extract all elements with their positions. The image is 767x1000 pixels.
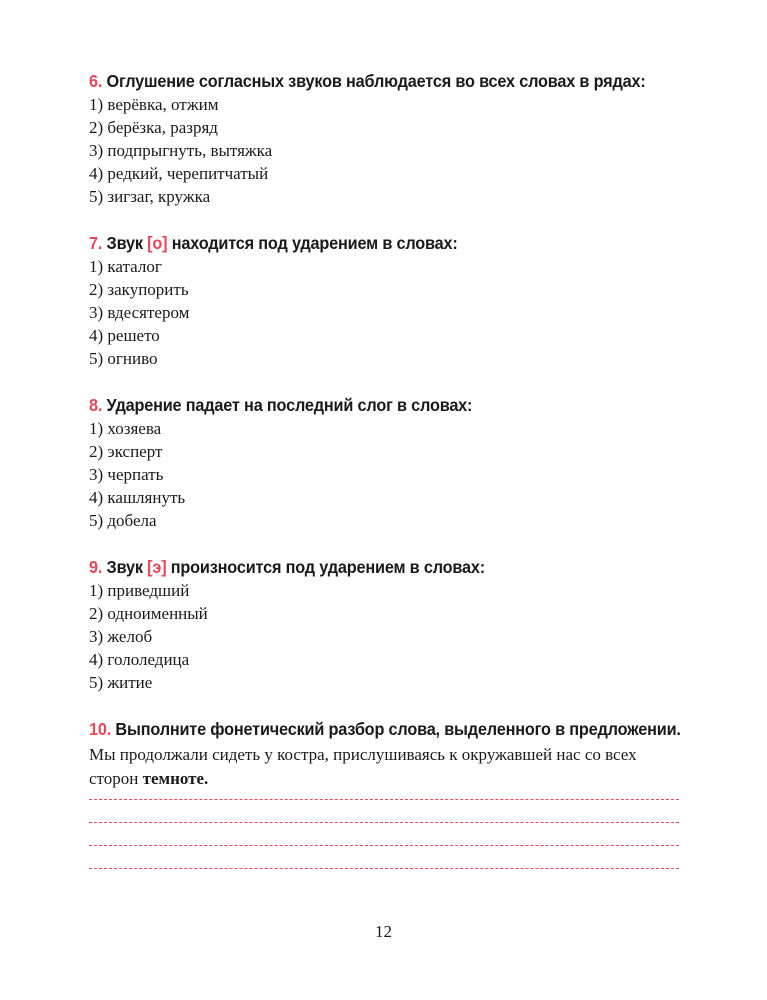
answer-line[interactable]	[89, 845, 679, 846]
task-title	[89, 718, 681, 741]
answer-line[interactable]	[89, 799, 679, 800]
answer-option: 1) каталог	[89, 257, 162, 276]
answer-option: 2) берёзка, разряд	[89, 118, 218, 137]
task-number: 10.	[89, 719, 112, 739]
question-title	[89, 556, 647, 579]
sound-symbol: [о]	[147, 233, 168, 253]
question-prompt: Оглушение согласных звуков наблюдается во всех словах в рядах:	[106, 71, 646, 91]
question-number: 9.	[89, 557, 103, 577]
answer-option: 2) одноименный	[89, 604, 208, 623]
answer-lines	[89, 799, 689, 869]
answer-option: 1) хозяева	[89, 419, 162, 438]
page-content	[89, 70, 689, 893]
question-9	[89, 556, 689, 694]
answer-line[interactable]	[89, 868, 679, 869]
answer-option: 5) зигзаг, кружка	[89, 187, 211, 206]
question-title	[89, 232, 647, 255]
question-number: 7.	[89, 233, 103, 253]
question-prompt-start: Звук	[106, 557, 143, 577]
task-prompt: Выполните фонетический разбор слова, выделенного в предложении.	[115, 719, 681, 739]
question-prompt: Ударение падает на последний слог в словах:	[106, 395, 473, 415]
question-6	[89, 70, 689, 208]
answer-option: 5) добела	[89, 511, 157, 530]
answer-options	[89, 417, 689, 532]
answer-option: 3) желоб	[89, 627, 153, 646]
highlighted-word: темноте.	[142, 769, 209, 788]
task-sentence	[89, 743, 689, 791]
question-prompt-end: произносится под ударением в словах:	[170, 557, 485, 577]
question-title	[89, 70, 647, 93]
question-8	[89, 394, 689, 532]
answer-option: 3) черпать	[89, 465, 164, 484]
answer-option: 1) верёвка, отжим	[89, 95, 219, 114]
answer-option: 3) вдесятером	[89, 303, 190, 322]
question-7	[89, 232, 689, 370]
answer-option: 5) житие	[89, 673, 153, 692]
question-title	[89, 394, 647, 417]
answer-option: 4) решето	[89, 326, 160, 345]
page-number: 12	[375, 922, 392, 941]
task-10	[89, 718, 689, 869]
answer-option: 4) гололедица	[89, 650, 190, 669]
answer-options	[89, 255, 689, 370]
question-prompt-end: находится под ударением в словах:	[171, 233, 458, 253]
answer-option: 4) кашлянуть	[89, 488, 186, 507]
question-prompt-start: Звук	[106, 233, 143, 253]
answer-option: 5) огниво	[89, 349, 158, 368]
question-number: 8.	[89, 395, 103, 415]
answer-line[interactable]	[89, 822, 679, 823]
sound-symbol: [э]	[147, 557, 167, 577]
answer-option: 1) приведший	[89, 581, 190, 600]
answer-option: 2) закупорить	[89, 280, 189, 299]
answer-option: 2) эксперт	[89, 442, 163, 461]
answer-options	[89, 579, 689, 694]
answer-option: 3) подпрыгнуть, вытяжка	[89, 141, 273, 160]
answer-options	[89, 93, 689, 208]
answer-option: 4) редкий, черепитчатый	[89, 164, 269, 183]
question-number: 6.	[89, 71, 103, 91]
sentence-text: Мы продолжали сидеть у костра, прислушиваясь к окружавшей нас со всех сторон	[89, 745, 637, 788]
